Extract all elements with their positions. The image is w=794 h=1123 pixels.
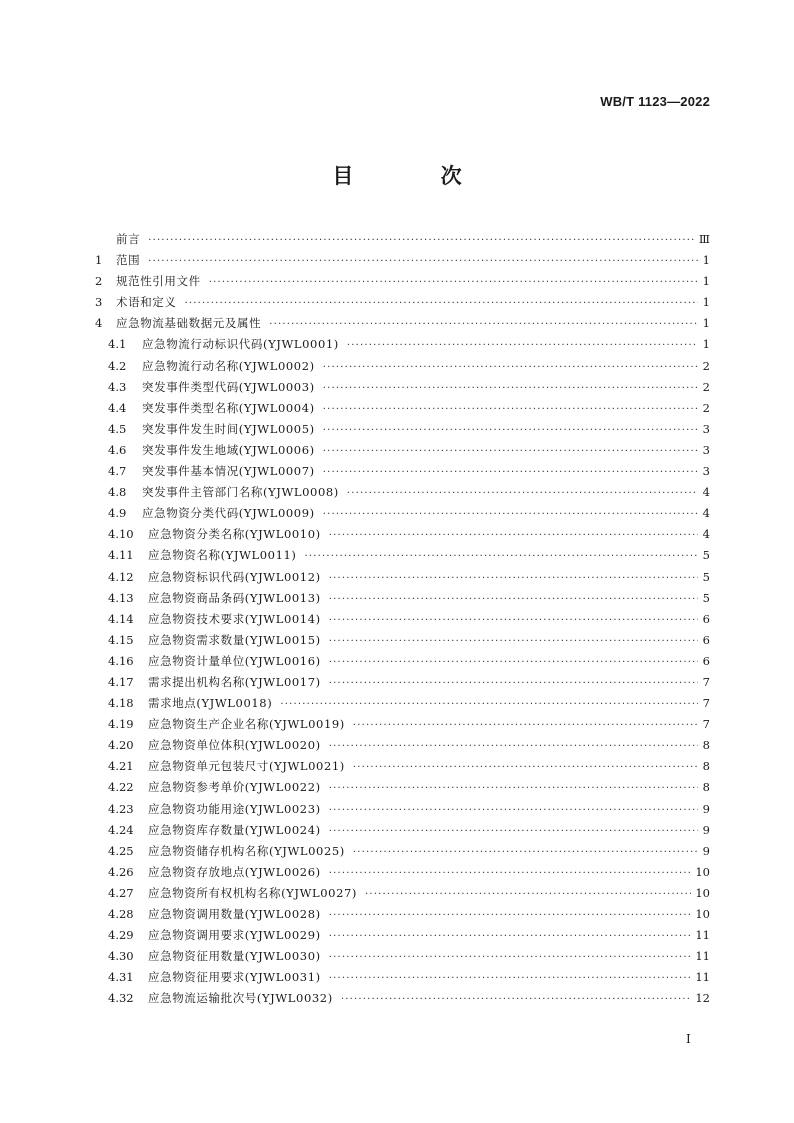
toc-entry-page: 11 — [695, 949, 710, 964]
toc-entry-label: 规范性引用文件 — [116, 274, 201, 289]
toc-entry-page: 9 — [702, 822, 710, 837]
page-number: I — [686, 1032, 691, 1046]
toc-entry-label: 突发事件类型名称(YJWL0004) — [142, 400, 315, 415]
toc-entry-page: 5 — [702, 590, 710, 605]
toc-entry-page: 10 — [695, 885, 710, 900]
toc-entry-label: 突发事件类型代码(YJWL0003) — [142, 379, 315, 394]
toc-entry-page: 8 — [702, 780, 710, 795]
toc-entry-label: 应急物资参考单价(YJWL0022) — [148, 780, 321, 795]
toc-entry-number: 4.19 — [108, 717, 134, 732]
toc-leader-dots — [323, 399, 698, 420]
toc-entry[interactable] — [95, 693, 710, 714]
toc-entry[interactable] — [95, 946, 710, 967]
toc-entry[interactable] — [95, 313, 710, 334]
toc-entry-number: 4.8 — [108, 485, 127, 500]
toc-entry[interactable] — [95, 250, 710, 271]
toc-entry-number: 4.13 — [108, 590, 134, 605]
toc-entry-number: 3 — [95, 295, 103, 310]
toc-leader-dots — [305, 546, 699, 567]
toc-entry-page: 12 — [695, 991, 710, 1006]
toc-entry-number: 4.4 — [108, 400, 127, 415]
toc-entry[interactable] — [95, 334, 710, 355]
document-code: WB/T 1123—2022 — [600, 94, 710, 109]
toc-entry[interactable] — [95, 714, 710, 735]
toc-entry-page: 4 — [702, 485, 710, 500]
toc-entry-label: 应急物资生产企业名称(YJWL0019) — [148, 717, 345, 732]
toc-entry[interactable] — [95, 651, 710, 672]
toc-entry-label: 应急物流行动名称(YJWL0002) — [142, 358, 315, 373]
toc-entry-number: 4.7 — [108, 464, 127, 479]
toc-leader-dots — [329, 568, 698, 589]
toc-entry[interactable] — [95, 567, 710, 588]
toc-leader-dots — [329, 821, 698, 842]
toc-entry-number: 4.31 — [108, 970, 134, 985]
toc-entry-label: 应急物资存放地点(YJWL0026) — [148, 864, 321, 879]
toc-leader-dots — [329, 926, 692, 947]
toc-entry-label: 应急物资分类名称(YJWL0010) — [148, 527, 321, 542]
toc-entry-label: 应急物流行动标识代码(YJWL0001) — [142, 337, 339, 352]
toc-entry-page: Ⅲ — [698, 232, 710, 246]
toc-entry-page: 7 — [702, 696, 710, 711]
toc-leader-dots — [323, 378, 698, 399]
toc-leader-dots — [329, 673, 698, 694]
toc-entry[interactable] — [95, 756, 710, 777]
toc-leader-dots — [323, 504, 698, 525]
toc-leader-dots — [329, 736, 698, 757]
toc-entry-page: 1 — [702, 316, 710, 331]
toc-entry-page: 9 — [702, 843, 710, 858]
toc-entry-label: 应急物资单位体积(YJWL0020) — [148, 738, 321, 753]
toc-leader-dots — [323, 462, 698, 483]
toc-entry-label: 突发事件发生时间(YJWL0005) — [142, 421, 315, 436]
toc-entry-page: 4 — [702, 506, 710, 521]
toc-entry-label: 术语和定义 — [116, 295, 177, 310]
toc-entry-label: 需求地点(YJWL0018) — [148, 696, 273, 711]
toc-leader-dots — [185, 293, 699, 314]
toc-entry-number: 1 — [95, 253, 103, 268]
toc-entry-label: 应急物资单元包装尺寸(YJWL0021) — [148, 759, 345, 774]
toc-entry[interactable] — [95, 229, 710, 250]
toc-entry-number: 4.24 — [108, 822, 134, 837]
toc-entry-label: 应急物流运输批次号(YJWL0032) — [148, 991, 333, 1006]
toc-entry-page: 9 — [702, 801, 710, 816]
toc-entry-number: 4.14 — [108, 611, 134, 626]
toc-entry[interactable] — [95, 609, 710, 630]
toc-entry[interactable] — [95, 524, 710, 545]
toc-entry[interactable] — [95, 967, 710, 988]
toc-entry[interactable] — [95, 883, 710, 904]
toc-entry-page: 2 — [702, 400, 710, 415]
toc-entry-page: 10 — [695, 907, 710, 921]
toc-entry[interactable] — [95, 862, 710, 883]
toc-entry-label: 应急物资所有权机构名称(YJWL0027) — [148, 885, 357, 900]
toc-entry-label: 应急物资技术要求(YJWL0014) — [148, 611, 321, 626]
toc-entry[interactable] — [95, 377, 710, 398]
toc-entry-page: 3 — [702, 464, 710, 479]
toc-entry-label: 应急物流基础数据元及属性 — [116, 316, 262, 331]
toc-entry[interactable] — [95, 630, 710, 651]
toc-entry-page: 2 — [702, 358, 710, 373]
toc-entry-number: 4.5 — [108, 421, 127, 436]
toc-entry-page: 7 — [702, 717, 710, 732]
toc-entry-label: 突发事件发生地域(YJWL0006) — [142, 442, 315, 457]
toc-entry[interactable] — [95, 841, 710, 862]
toc-leader-dots — [323, 420, 698, 441]
toc-leader-dots — [148, 251, 698, 272]
toc-entry-label: 应急物资商品条码(YJWL0013) — [148, 590, 321, 605]
toc-entry[interactable] — [95, 735, 710, 756]
toc-entry-label: 突发事件主管部门名称(YJWL0008) — [142, 485, 339, 500]
toc-entry-number: 4.18 — [108, 696, 134, 711]
toc-entry-number: 4.30 — [108, 949, 134, 964]
toc-entry[interactable] — [95, 799, 710, 820]
toc-entry-label: 应急物资计量单位(YJWL0016) — [148, 653, 321, 668]
toc-leader-dots — [353, 842, 698, 863]
toc-entry-page: 1 — [702, 295, 710, 310]
toc-entry-label: 应急物资标识代码(YJWL0012) — [148, 569, 321, 584]
toc-entry-label: 应急物资征用数量(YJWL0030) — [148, 949, 321, 964]
toc-entry[interactable] — [95, 398, 710, 419]
toc-entry-number: 4.26 — [108, 864, 134, 879]
toc-entry-number: 4 — [95, 316, 103, 331]
toc-entry-label: 突发事件基本情况(YJWL0007) — [142, 464, 315, 479]
toc-leader-dots — [329, 589, 698, 610]
toc-entry[interactable] — [95, 777, 710, 798]
toc-entry-number: 4.6 — [108, 442, 127, 457]
toc-leader-dots — [329, 863, 692, 884]
table-of-contents — [95, 229, 710, 1009]
toc-leader-dots — [329, 652, 698, 673]
toc-entry-label: 应急物资储存机构名称(YJWL0025) — [148, 843, 345, 858]
toc-leader-dots — [347, 483, 698, 504]
toc-leader-dots — [329, 800, 698, 821]
toc-entry-number: 4.17 — [108, 674, 134, 689]
toc-leader-dots — [323, 357, 698, 378]
toc-entry[interactable] — [95, 292, 710, 313]
toc-entry[interactable] — [95, 904, 710, 925]
toc-leader-dots — [329, 610, 698, 631]
toc-entry-number: 4.28 — [108, 907, 134, 921]
toc-leader-dots — [365, 884, 691, 905]
toc-entry[interactable] — [95, 503, 710, 524]
toc-entry-page: 6 — [702, 611, 710, 626]
toc-entry-label: 应急物资征用要求(YJWL0031) — [148, 970, 321, 985]
toc-entry[interactable] — [95, 440, 710, 461]
toc-leader-dots — [148, 230, 695, 251]
toc-entry-label: 应急物资功能用途(YJWL0023) — [148, 801, 321, 816]
toc-leader-dots — [329, 778, 698, 799]
toc-leader-dots — [353, 715, 698, 736]
toc-entry-page: 11 — [695, 970, 710, 985]
toc-entry-page: 1 — [702, 274, 710, 289]
toc-entry-page: 3 — [702, 442, 710, 457]
toc-entry-page: 2 — [702, 379, 710, 394]
toc-entry-page: 1 — [702, 337, 710, 352]
toc-entry-number: 4.20 — [108, 738, 134, 753]
toc-entry[interactable] — [95, 356, 710, 377]
toc-entry[interactable] — [95, 988, 710, 1009]
toc-entry[interactable] — [95, 419, 710, 440]
toc-leader-dots — [347, 335, 698, 356]
toc-leader-dots — [329, 631, 698, 652]
toc-entry-number: 4.9 — [108, 506, 127, 521]
toc-entry-number: 4.25 — [108, 843, 134, 858]
page-title: 目 次 — [332, 164, 502, 188]
toc-entry-label: 应急物资库存数量(YJWL0024) — [148, 822, 321, 837]
toc-entry-page: 8 — [702, 759, 710, 774]
toc-entry-number: 4.3 — [108, 379, 127, 394]
toc-entry-page: 6 — [702, 632, 710, 647]
toc-entry-number: 4.21 — [108, 759, 134, 774]
toc-entry[interactable] — [95, 820, 710, 841]
toc-entry-page: 5 — [702, 548, 710, 563]
toc-entry-label: 应急物资调用数量(YJWL0028) — [148, 907, 321, 921]
toc-entry-label: 需求提出机构名称(YJWL0017) — [148, 674, 321, 689]
toc-leader-dots — [323, 441, 698, 462]
toc-entry-number: 4.32 — [108, 991, 134, 1006]
toc-entry-number: 4.2 — [108, 358, 127, 373]
toc-entry-label: 应急物资需求数量(YJWL0015) — [148, 632, 321, 647]
toc-entry-page: 6 — [702, 653, 710, 668]
toc-entry-page: 7 — [702, 674, 710, 689]
toc-entry-number: 4.10 — [108, 527, 134, 542]
toc-entry-number: 4.15 — [108, 632, 134, 647]
toc-entry-label: 应急物资调用要求(YJWL0029) — [148, 928, 321, 943]
toc-entry-number: 2 — [95, 274, 103, 289]
toc-entry-number: 4.22 — [108, 780, 134, 795]
toc-entry[interactable] — [95, 271, 710, 292]
toc-entry-page: 11 — [695, 928, 710, 943]
toc-leader-dots — [269, 314, 698, 335]
toc-leader-dots — [329, 525, 698, 546]
toc-leader-dots — [329, 947, 692, 968]
toc-entry[interactable] — [95, 545, 710, 566]
toc-entry-page: 3 — [702, 421, 710, 436]
toc-entry-label: 应急物资分类代码(YJWL0009) — [142, 506, 315, 521]
toc-entry-number: 4.12 — [108, 569, 134, 584]
toc-entry[interactable] — [95, 482, 710, 503]
toc-leader-dots — [329, 905, 692, 926]
toc-entry-label: 应急物资名称(YJWL0011) — [148, 548, 297, 563]
toc-entry-number: 4.16 — [108, 653, 134, 668]
toc-entry-number: 4.23 — [108, 801, 134, 816]
toc-leader-dots — [280, 694, 698, 715]
toc-entry[interactable] — [95, 461, 710, 482]
toc-entry-label: 前言 — [116, 232, 141, 246]
toc-entry[interactable] — [95, 672, 710, 693]
toc-entry-number: 4.11 — [108, 548, 134, 563]
toc-leader-dots — [209, 272, 698, 293]
toc-leader-dots — [353, 757, 698, 778]
toc-entry-label: 范围 — [116, 253, 141, 268]
toc-entry-number: 4.1 — [108, 337, 127, 352]
toc-entry-page: 8 — [702, 738, 710, 753]
toc-entry-number: 4.27 — [108, 885, 134, 900]
toc-entry-page: 4 — [702, 527, 710, 542]
toc-entry-page: 10 — [695, 864, 710, 879]
toc-entry[interactable] — [95, 588, 710, 609]
toc-leader-dots — [341, 989, 692, 1010]
toc-entry-page: 1 — [702, 253, 710, 268]
toc-entry-number: 4.29 — [108, 928, 134, 943]
toc-entry-page: 5 — [702, 569, 710, 584]
toc-entry[interactable] — [95, 925, 710, 946]
toc-leader-dots — [329, 968, 692, 989]
